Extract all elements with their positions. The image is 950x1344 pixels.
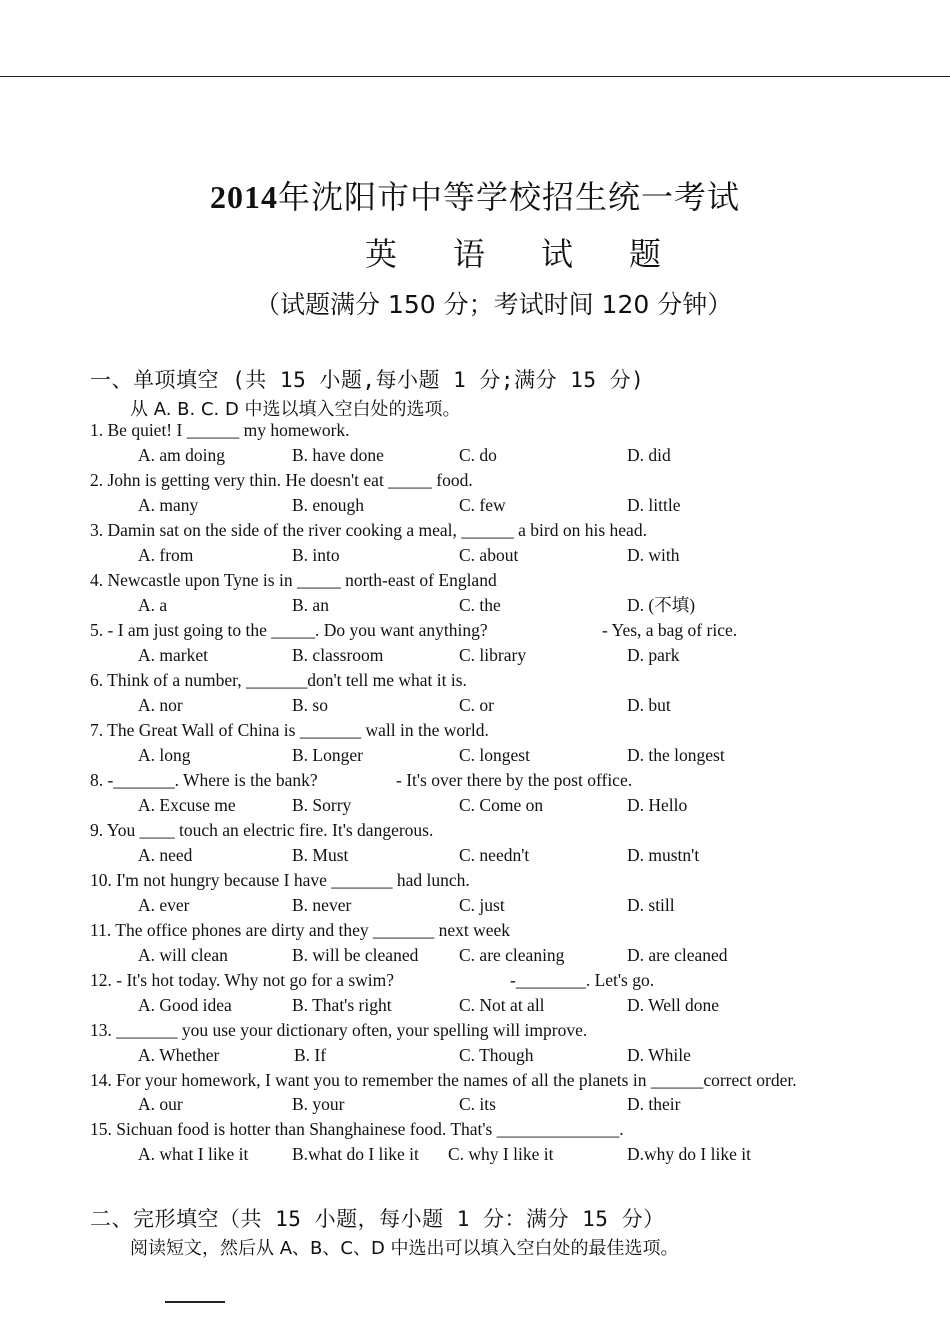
option-b: B. enough — [292, 495, 364, 515]
option-c: C. why I like it — [448, 1144, 554, 1164]
top-rule — [0, 76, 950, 77]
option-b: B. classroom — [292, 645, 384, 665]
question-stem: 13. _______ you use your dictionary often, your spelling will improve. — [90, 1020, 588, 1040]
question-options — [90, 493, 850, 518]
question-options — [90, 793, 850, 818]
option-c: C. longest — [459, 745, 530, 765]
option-d: D. but — [627, 695, 671, 715]
option-b: B.what do I like it — [292, 1144, 419, 1164]
subject-char: 语 — [453, 236, 486, 272]
option-c: C. just — [459, 895, 505, 915]
option-a: A. our — [138, 1094, 183, 1114]
option-d: D. still — [627, 895, 675, 915]
option-a: A. a — [138, 595, 168, 615]
question-options — [90, 593, 850, 618]
option-a: A. many — [138, 495, 199, 515]
option-c: C. Though — [459, 1045, 534, 1065]
option-a: A. Good idea — [138, 995, 232, 1015]
option-c: C. about — [459, 545, 519, 565]
question — [90, 668, 850, 718]
option-b: B. That's right — [292, 995, 392, 1015]
option-b: B. so — [292, 695, 328, 715]
option-a: A. am doing — [138, 445, 226, 465]
question-options — [90, 993, 850, 1018]
question — [90, 568, 850, 618]
option-d: D. are cleaned — [627, 945, 728, 965]
question-options — [90, 543, 850, 568]
option-a: A. from — [138, 545, 194, 565]
option-c: C. few — [459, 495, 506, 515]
option-b: B. never — [292, 895, 352, 915]
title-year: 2014 — [209, 179, 278, 215]
option-a: A. need — [138, 845, 193, 865]
question — [90, 918, 850, 968]
question — [90, 418, 850, 468]
question-stem: 15. Sichuan food is hotter than Shanghainese food. That's ______________. — [90, 1119, 624, 1139]
question — [90, 718, 850, 768]
title-text: 年沈阳市中等学校招生统一考试 — [277, 179, 740, 215]
question-reply: - It's over there by the post office. — [396, 770, 633, 790]
option-b: B. have done — [292, 445, 384, 465]
question-options — [90, 843, 850, 868]
option-a: A. Whether — [138, 1045, 220, 1065]
option-d: D. mustn't — [627, 845, 700, 865]
option-d: D. the longest — [627, 745, 725, 765]
option-d: D. While — [627, 1045, 691, 1065]
option-c: C. the — [459, 595, 501, 615]
question-options — [90, 1142, 850, 1167]
exam-title — [0, 172, 950, 218]
option-b: B. Sorry — [292, 795, 352, 815]
question — [90, 1018, 850, 1068]
question-stem: 6. Think of a number, _______don't tell me what it is. — [90, 670, 467, 690]
subject-title — [365, 229, 717, 275]
question-stem: 4. Newcastle upon Tyne is in _____ north-east of England — [90, 570, 497, 590]
option-b: B. into — [292, 545, 340, 565]
option-d: D.why do I like it — [627, 1144, 751, 1164]
option-c: C. Not at all — [459, 995, 545, 1015]
question-stem: 7. The Great Wall of China is _______ wall in the world. — [90, 720, 489, 740]
option-c: C. do — [459, 445, 497, 465]
section1-instruction: 从 A. B. C. D 中选以填入空白处的选项。 — [130, 399, 461, 420]
option-a: A. long — [138, 745, 191, 765]
section2-instruction: 阅读短文，然后从 A、B、C、D 中选出可以填入空白处的最佳选项。 — [130, 1238, 679, 1259]
option-a: A. nor — [138, 695, 183, 715]
option-b: B. your — [292, 1094, 345, 1114]
option-c: C. needn't — [459, 845, 530, 865]
question-stem: 1. Be quiet! I ______ my homework. — [90, 420, 350, 440]
question-options — [90, 893, 850, 918]
question-stem: 3. Damin sat on the side of the river cooking a meal, ______ a bird on his head. — [90, 520, 647, 540]
question — [90, 618, 850, 668]
question-stem: 9. You ____ touch an electric fire. It's dangerous. — [90, 820, 434, 840]
question-stem: 2. John is getting very thin. He doesn't eat _____ food. — [90, 470, 473, 490]
question — [90, 1117, 850, 1167]
subject-char: 题 — [629, 236, 662, 272]
section2-heading: 二、完形填空（共 15 小题，每小题 1 分：满分 15 分） — [90, 1207, 665, 1231]
option-b: B. If — [294, 1045, 327, 1065]
question-options — [90, 943, 850, 968]
option-c: C. are cleaning — [459, 945, 565, 965]
option-d: D. (不填) — [627, 595, 696, 615]
question-reply: - Yes, a bag of rice. — [602, 620, 738, 640]
question-options — [90, 1092, 850, 1117]
option-c: C. or — [459, 695, 494, 715]
section1-heading: 一、单项填空 (共 15 小题,每小题 1 分;满分 15 分) — [90, 368, 645, 392]
question-stem-row — [90, 618, 850, 643]
question — [90, 768, 850, 818]
question — [90, 1068, 850, 1117]
question-stem: 14. For your homework, I want you to remember the names of all the planets in ______correct order. — [90, 1070, 797, 1090]
question — [90, 818, 850, 868]
question-stem: 10. I'm not hungry because I have _______ had lunch. — [90, 870, 470, 890]
option-d: D. their — [627, 1094, 681, 1114]
option-d: D. with — [627, 545, 680, 565]
option-d: D. park — [627, 645, 680, 665]
option-d: D. Well done — [627, 995, 720, 1015]
subject-char: 英 — [365, 236, 398, 272]
question — [90, 468, 850, 518]
question-stem-row — [90, 768, 850, 793]
option-b: B. Must — [292, 845, 349, 865]
subject-char: 试 — [541, 236, 574, 272]
option-d: D. little — [627, 495, 681, 515]
answer-blank-line — [165, 1301, 225, 1303]
question-stem: 11. The office phones are dirty and they _______ next week — [90, 920, 511, 940]
option-b: B. an — [292, 595, 329, 615]
question — [90, 968, 850, 1018]
question-stem: 12. - It's hot today. Why not go for a swim? — [90, 970, 395, 990]
option-d: D. Hello — [627, 795, 688, 815]
question-options — [90, 643, 850, 668]
option-b: B. Longer — [292, 745, 363, 765]
option-a: A. Excuse me — [138, 795, 236, 815]
option-a: A. what I like it — [138, 1144, 249, 1164]
question-options — [90, 743, 850, 768]
question-list — [90, 418, 850, 1167]
question — [90, 518, 850, 568]
option-a: A. market — [138, 645, 208, 665]
option-a: A. ever — [138, 895, 190, 915]
option-c: C. library — [459, 645, 527, 665]
question-stem-row — [90, 968, 850, 993]
question — [90, 868, 850, 918]
question-options — [90, 443, 850, 468]
question-reply: -________. Let's go. — [510, 970, 655, 990]
exam-note: （试题满分 150 分；考试时间 120 分钟） — [255, 290, 733, 319]
option-a: A. will clean — [138, 945, 228, 965]
option-c: C. its — [459, 1094, 496, 1114]
option-b: B. will be cleaned — [292, 945, 419, 965]
question-options — [90, 693, 850, 718]
option-c: C. Come on — [459, 795, 544, 815]
option-d: D. did — [627, 445, 671, 465]
question-stem: 8. -_______. Where is the bank? — [90, 770, 318, 790]
question-options — [90, 1043, 850, 1068]
question-stem: 5. - I am just going to the _____. Do you want anything? — [90, 620, 488, 640]
